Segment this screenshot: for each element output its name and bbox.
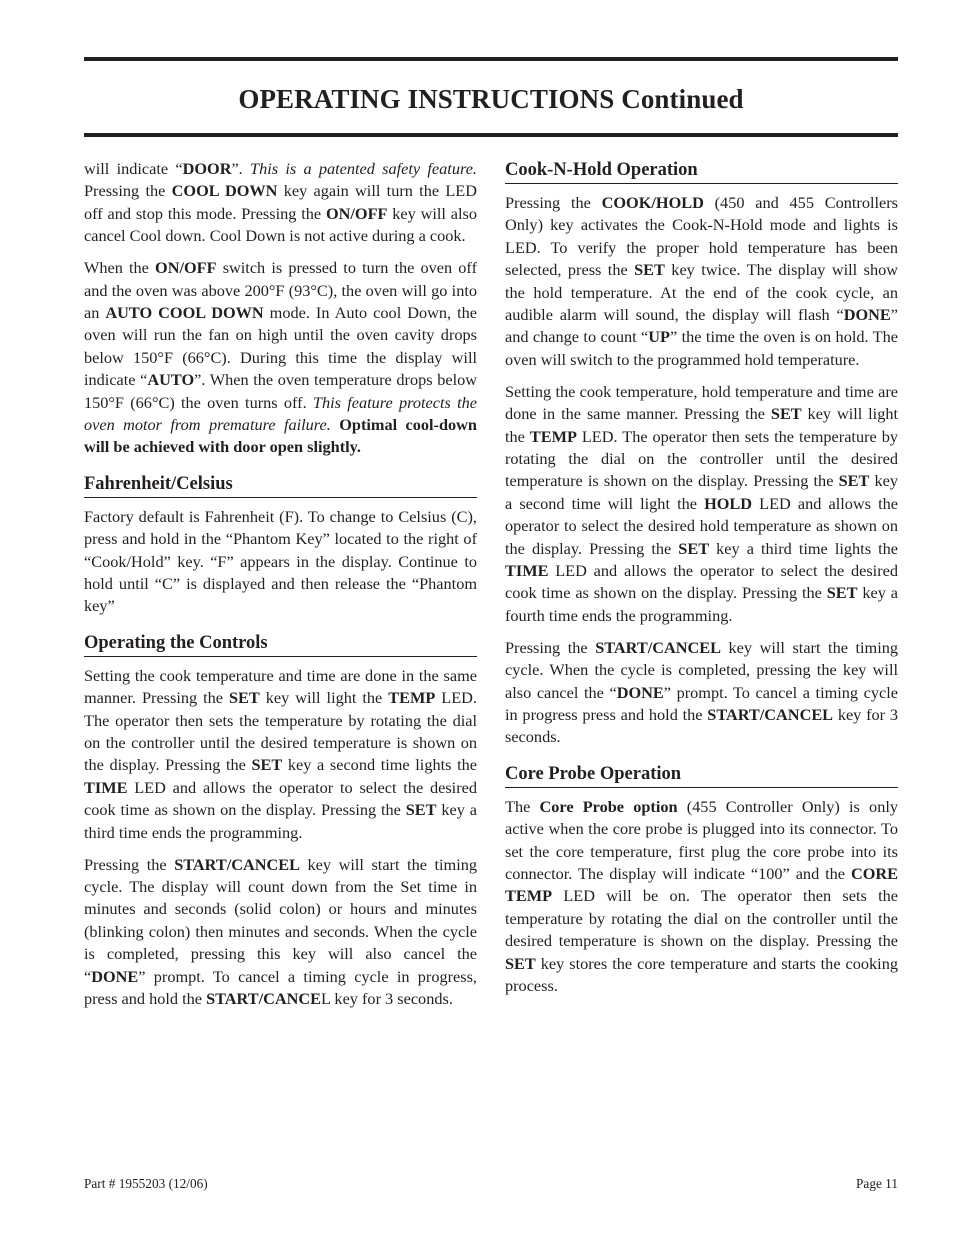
cook-n-hold-paragraph-2: Setting the cook temperature, hold temperature and time are done in the same manner. Pressing the SET key will light the TEMP LED. The operator then sets the temperature by rotating the dial on the controller until the desired temperature is shown on the display. Pressing the SET key a second time will light the HOLD LED and allows the operator to select the desired hold temperature as shown on the display. Pressing the SET key a third time lights the TIME LED and allows the operator to select the desired cook time as shown on the display. Pressing the SET key a fourth time ends the programming. [505, 381, 898, 625]
header-bottom-rule [84, 133, 898, 137]
cook-n-hold-paragraph-1: Pressing the COOK/HOLD (450 and 455 Controllers Only) key activates the Cook-N-Hold mode and lights is LED. To verify the proper hold temperature has been selected, press the SET key twice. The display will show the hold temperature. At the end of the cook cycle, an audible alarm will sound, the display will flash “DONE” and change to count “UP” the time the oven is on hold. The oven will switch to the programmed hold temperature. [505, 193, 898, 369]
core-probe-heading: Core Probe Operation [505, 762, 898, 788]
footer-page-number: Page 11 [856, 1176, 898, 1191]
fahrenheit-celsius-heading: Fahrenheit/Celsius [84, 472, 477, 498]
operating-controls-heading: Operating the Controls [84, 631, 477, 657]
operating-controls-paragraph-2: Pressing the START/CANCEL key will start the timing cycle. The display will count down from the Set time in minutes and seconds (solid colon) or hours and minutes (blinking colon) then minutes and seconds. When the cycle is completed, pressing this key will also cancel the “DONE” prompt. To cancel a timing cycle in progress, press and hold the START/CANCEL key for 3 seconds. [84, 854, 478, 1008]
cook-n-hold-paragraph-3: Pressing the START/CANCEL key will start the timing cycle. When the cycle is completed, pressing the key will also cancel the “DONE” prompt. To cancel a timing cycle in progress press and hold the START/CANCEL key for 3 seconds. [505, 637, 899, 747]
core-probe-paragraph: The Core Probe option (455 Controller Only) is only active when the core probe is plugged into its connector. To set the core temperature, first plug the core probe into its connector. The display will indicate “100” and the CORE TEMP LED will be on. The operator then sets the temperature by rotating the dial on the controller until the desired temperature is shown on the display. Pressing the SET key stores the core temperature and starts the cooking process. [505, 796, 899, 995]
auto-cool-down-paragraph: When the ON/OFF switch is pressed to turn the oven off and the oven was above 200°F (93°C), the oven will go into an AUTO COOL DOWN mode. In Auto cool Down, the oven will run the fan on high until the oven cavity drops below 150°F (66°C). During this time the display will indicate “AUTO”. When the oven temperature drops below 150°F (66°C) the oven turns off. This feature protects the oven motor from premature failure. Optimal cool-down will be achieved with door open slightly. [84, 258, 477, 457]
right-column [505, 158, 898, 1007]
footer-part-number: Part # 1955203 (12/06) [84, 1176, 208, 1191]
page-title: OPERATING INSTRUCTIONS Continued [238, 84, 744, 114]
cool-down-paragraph: will indicate “DOOR”. This is a patented safety feature. Pressing the COOL DOWN key again will turn the LED off and stop this mode. Pressing the ON/OFF key will also cancel Cool down. Cool Down is not active during a cook. [84, 159, 477, 246]
fahrenheit-celsius-paragraph: Factory default is Fahrenheit (F). To change to Celsius (C), press and hold in the “Phantom Key” located to the right of “Cook/Hold” key. “F” appears in the display. Continue to hold until “C” is displayed and then release the “Phantom key” [84, 506, 477, 616]
header-top-rule [84, 57, 898, 61]
cook-n-hold-heading: Cook-N-Hold Operation [505, 158, 898, 184]
left-column [84, 158, 477, 1020]
operating-controls-paragraph-1: Setting the cook temperature and time are done in the same manner. Pressing the SET key will light the TEMP LED. The operator then sets the temperature by rotating the dial on the controller until the desired temperature is shown on the display. Pressing the SET key a second time lights the TIME LED and allows the operator to select the desired cook time as shown on the display. Pressing the SET key a third time ends the programming. [84, 665, 477, 842]
